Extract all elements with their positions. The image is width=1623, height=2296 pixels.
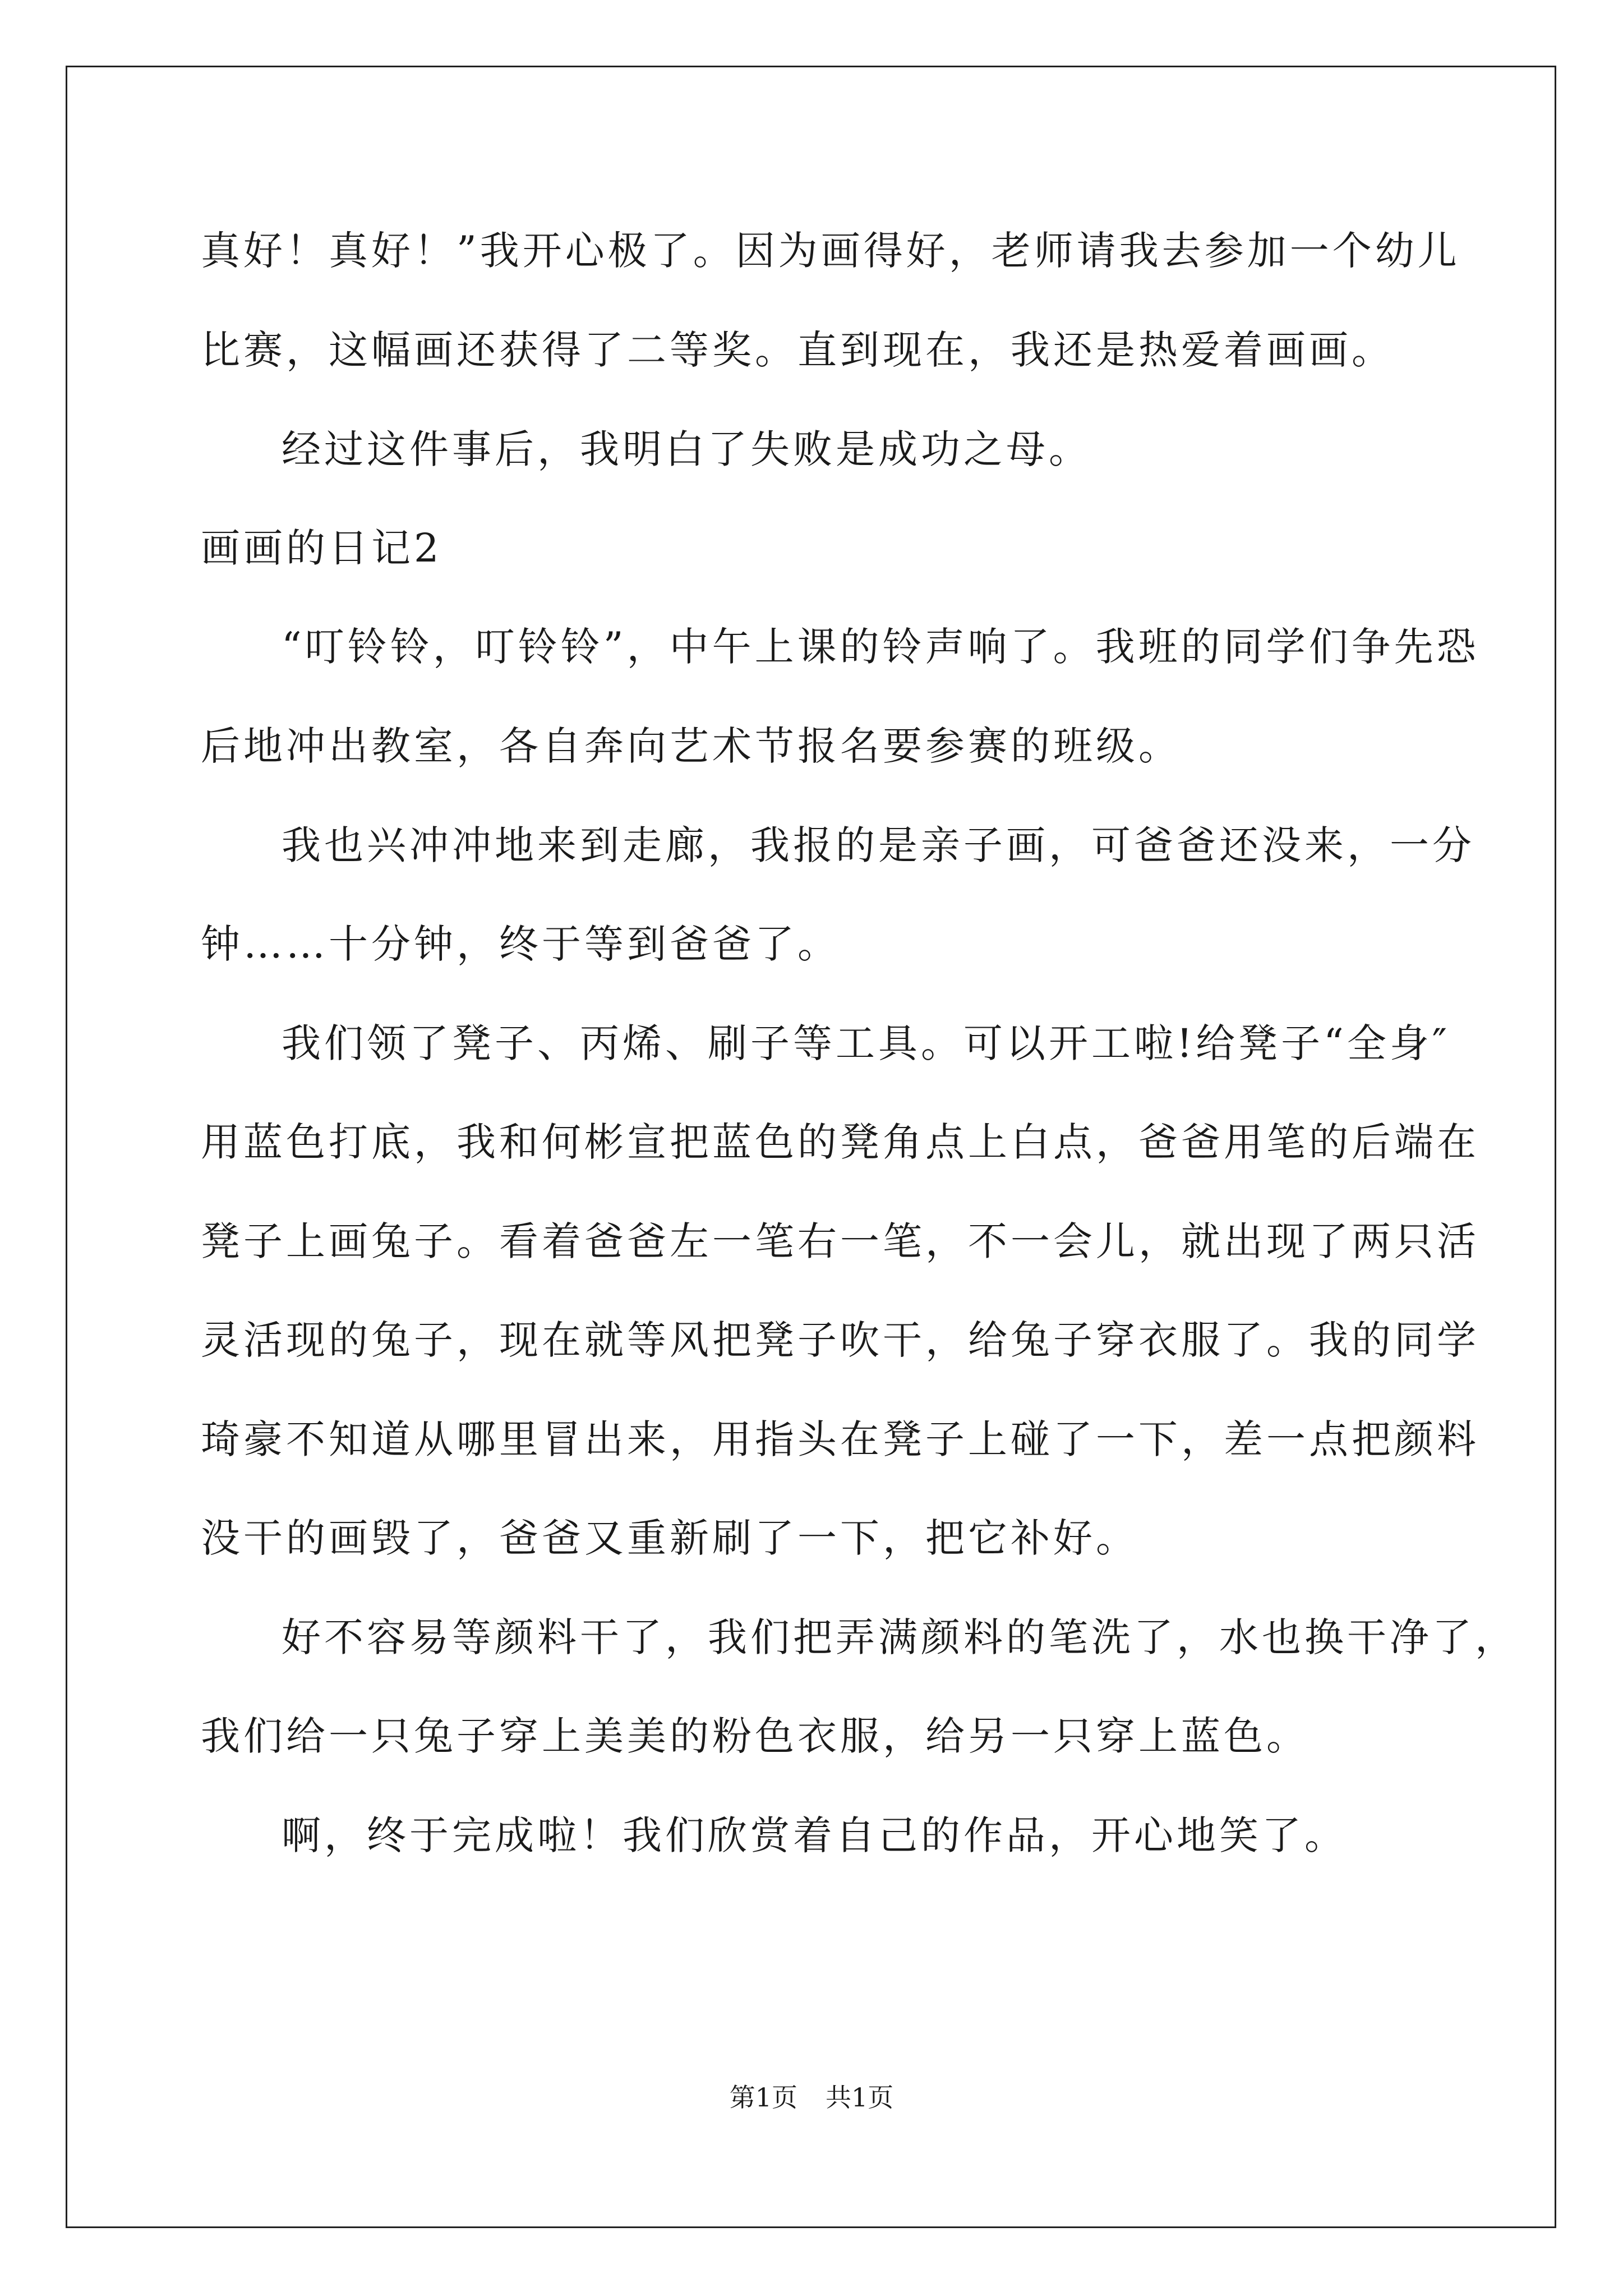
text-line: 经过这件事后，我明白了失败是成功之母。 (282, 426, 1091, 472)
text-line: 好不容易等颜料干了，我们把弄满颜料的笔洗了，水也换干净了， (282, 1614, 1518, 1660)
text-line: 琦豪不知道从哪里冒出来，用指头在凳子上碰了一下，差一点把颜料 (201, 1416, 1479, 1462)
text-line: 钟……十分钟，终于等到爸爸了。 (201, 921, 840, 967)
page-footer (0, 2077, 1623, 2114)
text-line: 比赛，这幅画还获得了二等奖。直到现在，我还是热爱着画画。 (201, 327, 1394, 373)
page-total: 共1页 (826, 2082, 894, 2113)
text-line: 凳子上画兔子。看着爸爸左一笔右一笔，不一会儿，就出现了两只活 (201, 1218, 1479, 1264)
text-line: 后地冲出教室，各自奔向艺术节报名要参赛的班级。 (201, 723, 1181, 769)
section-heading: 画画的日记2 (201, 525, 442, 571)
text-line: 没干的画毁了，爸爸又重新刷了一下，把它补好。 (201, 1515, 1138, 1561)
text-line: 灵活现的兔子，现在就等风把凳子吹干，给兔子穿衣服了。我的同学 (201, 1317, 1479, 1363)
text-line: 我们给一只兔子穿上美美的粉色衣服，给另一只穿上蓝色。 (201, 1713, 1309, 1759)
text-line: 我也兴冲冲地来到走廊，我报的是亲子画，可爸爸还没来，一分 (282, 822, 1475, 868)
text-line: 啊，终于完成啦！我们欣赏着自己的作品，开心地笑了。 (282, 1812, 1347, 1858)
text-line: 用蓝色打底，我和何彬宣把蓝色的凳角点上白点，爸爸用笔的后端在 (201, 1119, 1479, 1165)
text-line: “叮铃铃，叮铃铃”，中午上课的铃声响了。我班的同学们争先恐 (282, 624, 1479, 670)
text-line: 我们领了凳子、丙烯、刷子等工具。可以开工啦!给凳子“全身″ (282, 1020, 1451, 1066)
text-line: 真好！真好！”我开心极了。因为画得好，老师请我去参加一个幼儿 (201, 228, 1460, 274)
page-number: 第1页 (729, 2082, 797, 2113)
